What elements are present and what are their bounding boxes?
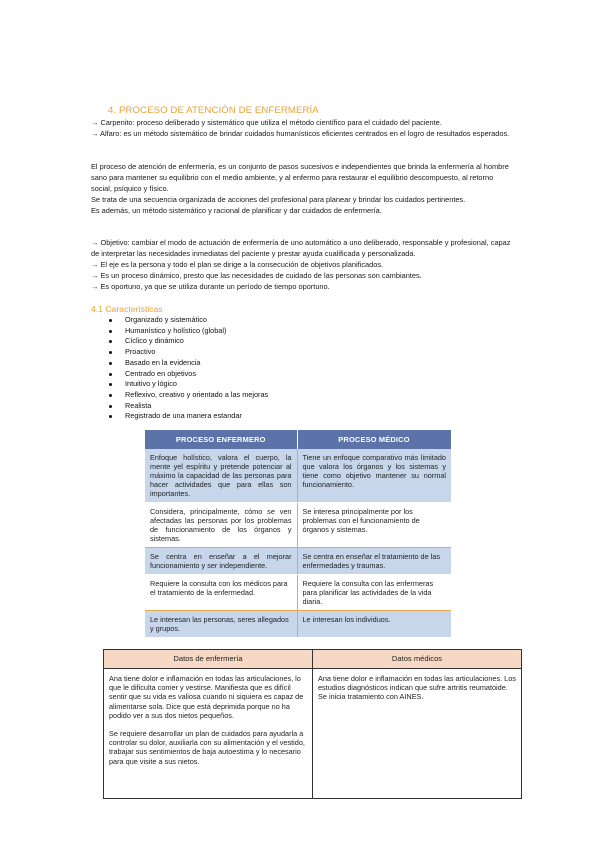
table-cell: Tiene un enfoque comparativo más limitado que valora los órganos y los sistemas y tiene como objetivo mantener su normal funcionamiento. bbox=[297, 449, 451, 503]
objectives-block bbox=[91, 237, 511, 292]
nursing-data-cell bbox=[104, 669, 313, 799]
comparison-table bbox=[145, 430, 452, 638]
table-cell: Le interesan las personas, seres allegados y grupos. bbox=[145, 611, 297, 638]
characteristics-title: 4.1 Características bbox=[91, 304, 163, 314]
nursing-paragraph: Se requiere desarrollar un plan de cuidados para ayudarla a controlar su dolor, auxiliarla con su alimentación y el vestido, trabajar sus sentimientos de baja autoestima y lo necesario para que visite a sus nietos. bbox=[109, 729, 305, 766]
list-item: Cíclico y dinámico bbox=[91, 336, 268, 347]
column-header-nursing-data: Datos de enfermería bbox=[104, 650, 313, 669]
definition-carpenito: → Carpenito: proceso deliberado y sistemático que utiliza el método científico para el cuidado del paciente. bbox=[91, 118, 442, 127]
objective-item: → Objetivo: cambiar el modo de actuación de enfermería de uno automático a uno deliberado, responsable y profesional, capaz de interpretar las necesidades inmediatas del paciente y prestar ayuda cualificada y personalizada. bbox=[91, 238, 511, 258]
paragraph-sequence: Se trata de una secuencia organizada de acciones del profesional para planear y brindar los cuidados pertinentes. bbox=[91, 195, 466, 204]
table-row bbox=[145, 611, 451, 638]
characteristics-list bbox=[91, 315, 268, 422]
medical-data-cell bbox=[313, 669, 522, 799]
list-item: Humanístico y holístico (global) bbox=[91, 326, 268, 337]
objective-item: → Es oportuno, ya que se utiliza durante un período de tiempo oportuno. bbox=[91, 282, 330, 291]
paragraph-definition: El proceso de atención de enfermería, es un conjunto de pasos sucesivos e independientes que brinda la enfermería al hombre sano para mantener su equilibrio con el medio ambiente, y al enfermo para restaurar el equilibrio descompuesto, al retorno social, psíquico y físico. bbox=[91, 162, 509, 193]
table-cell: Enfoque holístico, valora el cuerpo, la mente yel espíritu y pretende potenciar al máximo la capacidad de las personas para hacer actividades que para ellas son importantes. bbox=[145, 449, 297, 503]
table-cell: Se interesa principalmente por los problemas con el funcionamiento de órganos y sistemas. bbox=[297, 503, 451, 548]
table-cell: Requiere la consulta con los médicos para el tratamiento de la enfermedad. bbox=[145, 575, 297, 611]
medical-paragraph: Ana tiene dolor e inflamación en todas las articulaciones. Los estudios diagnósticos indican que sufre artritis reumatoide. Se inicia tratamiento con AINES. bbox=[318, 674, 516, 702]
list-item: Basado en la evidencia bbox=[91, 358, 268, 369]
table-cell: Le interesan los individuos. bbox=[297, 611, 451, 638]
column-header-nursing: PROCESO ENFERMERO bbox=[145, 430, 297, 449]
objective-item: → Es un proceso dinámico, presto que las necesidades de cuidado de las personas son cambiantes. bbox=[91, 271, 422, 280]
definitions-block bbox=[91, 117, 511, 139]
nursing-paragraph: Ana tiene dolor e inflamación en todas las articulaciones, lo que le dificulta comer y vestirse. Manifiesta que es difícil sentir que su vida es valiosa cuando ni siquiera es capaz de alimentarse sola. Dice que está deprimida porque no ha podido ver a sus dos nietos pequeños. bbox=[109, 674, 304, 720]
list-item: Proactivo bbox=[91, 347, 268, 358]
description-block bbox=[91, 161, 511, 216]
table-cell: Se centra en enseñar a el mejorar funcionamiento y ser independiente. bbox=[145, 548, 297, 575]
table-row bbox=[145, 449, 451, 503]
list-item: Reflexivo, creativo y orientado a las mejoras bbox=[91, 390, 268, 401]
table-row bbox=[145, 548, 451, 575]
objective-item: → El eje es la persona y todo el plan se dirige a la consecución de objetivos planificados. bbox=[91, 260, 384, 269]
section-title: 4. PROCESO DE ATENCIÓN DE ENFERMERÍA bbox=[108, 105, 319, 116]
definition-alfaro: → Alfaro: es un método sistemático de brindar cuidados humanísticos eficientes centrados en el logro de resultados esperados. bbox=[91, 129, 510, 138]
column-header-medical-data: Datos médicos bbox=[313, 650, 522, 669]
table-row bbox=[104, 669, 522, 799]
table-row bbox=[145, 503, 451, 548]
list-item: Intuitivo y lógico bbox=[91, 379, 268, 390]
table-cell: Considera, principalmente, cómo se ven afectadas las personas por los problemas de funcionamiento de los órganos y sistemas. bbox=[145, 503, 297, 548]
paragraph-method: Es además, un método sistemático y racional de planificar y dar cuidados de enfermería. bbox=[91, 206, 382, 215]
table-row bbox=[145, 575, 451, 611]
list-item: Organizado y sistemático bbox=[91, 315, 268, 326]
column-header-medical: PROCESO MÉDICO bbox=[297, 430, 451, 449]
list-item: Registrado de una manera estandar bbox=[91, 411, 268, 422]
data-table bbox=[103, 649, 522, 799]
table-cell: Requiere la consulta con las enfermeras para planificar las actividades de la vida diaria. bbox=[297, 575, 451, 611]
table-cell: Se centra en enseñar el tratamiento de las enfermedades y traumas. bbox=[297, 548, 451, 575]
list-item: Realista bbox=[91, 401, 268, 412]
list-item: Centrado en objetivos bbox=[91, 369, 268, 380]
